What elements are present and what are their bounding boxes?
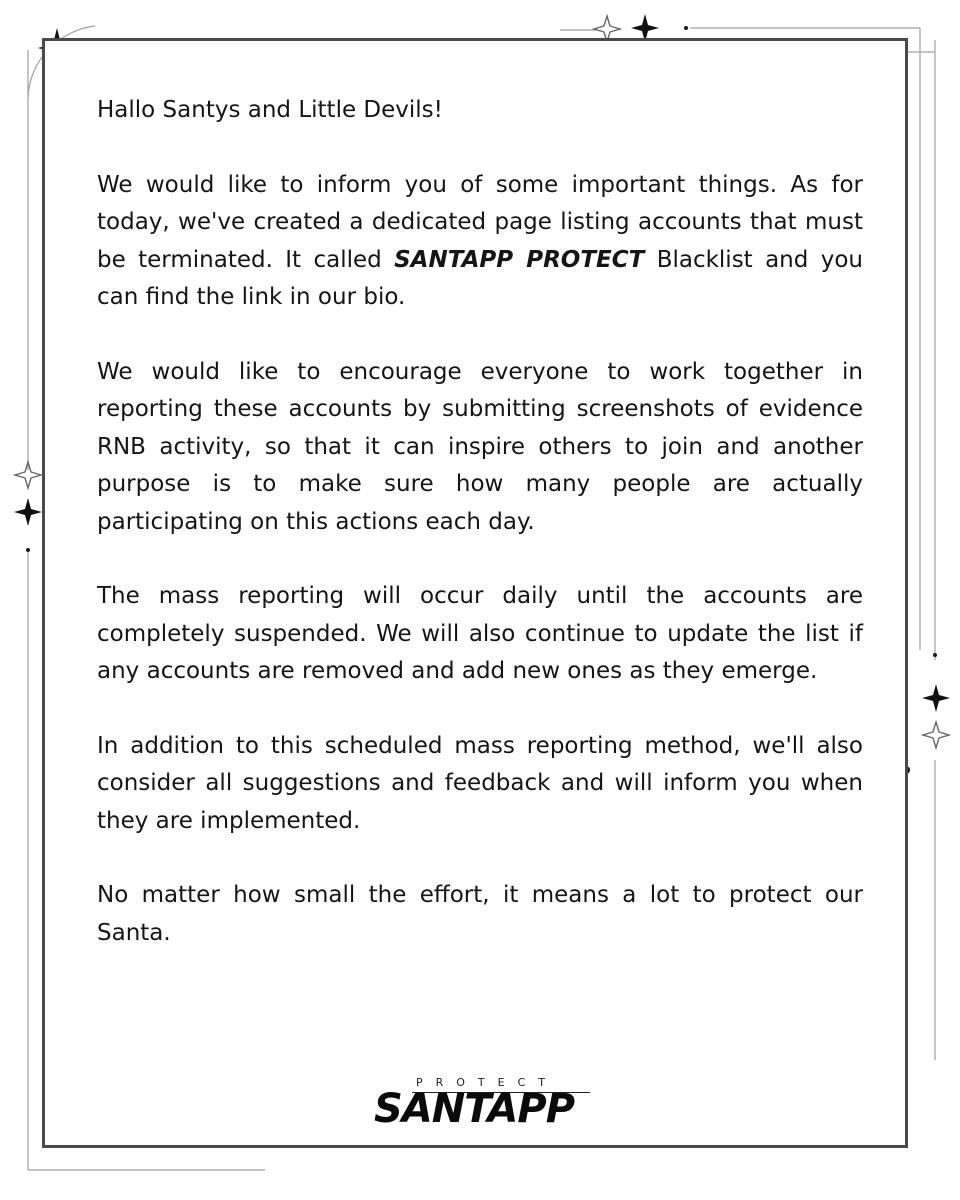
logo-wordmark: SANTAPP bbox=[374, 1086, 575, 1132]
greeting: Hallo Santys and Little Devils! bbox=[97, 97, 443, 123]
santapp-protect-logo bbox=[372, 1076, 592, 1136]
paragraph-1 bbox=[97, 167, 863, 317]
paragraph-5: No matter how small the effort, it means a lot to protect our Santa. bbox=[97, 882, 863, 946]
brand-name: SANTAPP PROTECT bbox=[394, 246, 645, 273]
paragraph-4: In addition to this scheduled mass reporting method, we'll also consider all suggestions and feedback and will inform you when they are implemented. bbox=[97, 732, 863, 834]
logo-protect-text: PROTECT bbox=[416, 1076, 559, 1089]
paragraph-1-text-b: Blacklist and you can find the link in our bio. bbox=[97, 246, 863, 310]
paragraph-2: We would like to encourage everyone to work together in reporting these accounts by submitting screenshots of evidence RNB activity, so that it can inspire others to join and another purpose is to make sure how many people are actually participating on this actions each day. bbox=[97, 358, 863, 535]
letter-body bbox=[97, 92, 863, 989]
paragraph-3: The mass reporting will occur daily until the accounts are completely suspended. We will also continue to update the list if any accounts are removed and add new ones as they emerge. bbox=[97, 583, 863, 684]
paragraph-1-text-a: We would like to inform you of some important things. As for today, we've created a dedicated page listing accounts that must be terminated. It called bbox=[97, 171, 863, 273]
